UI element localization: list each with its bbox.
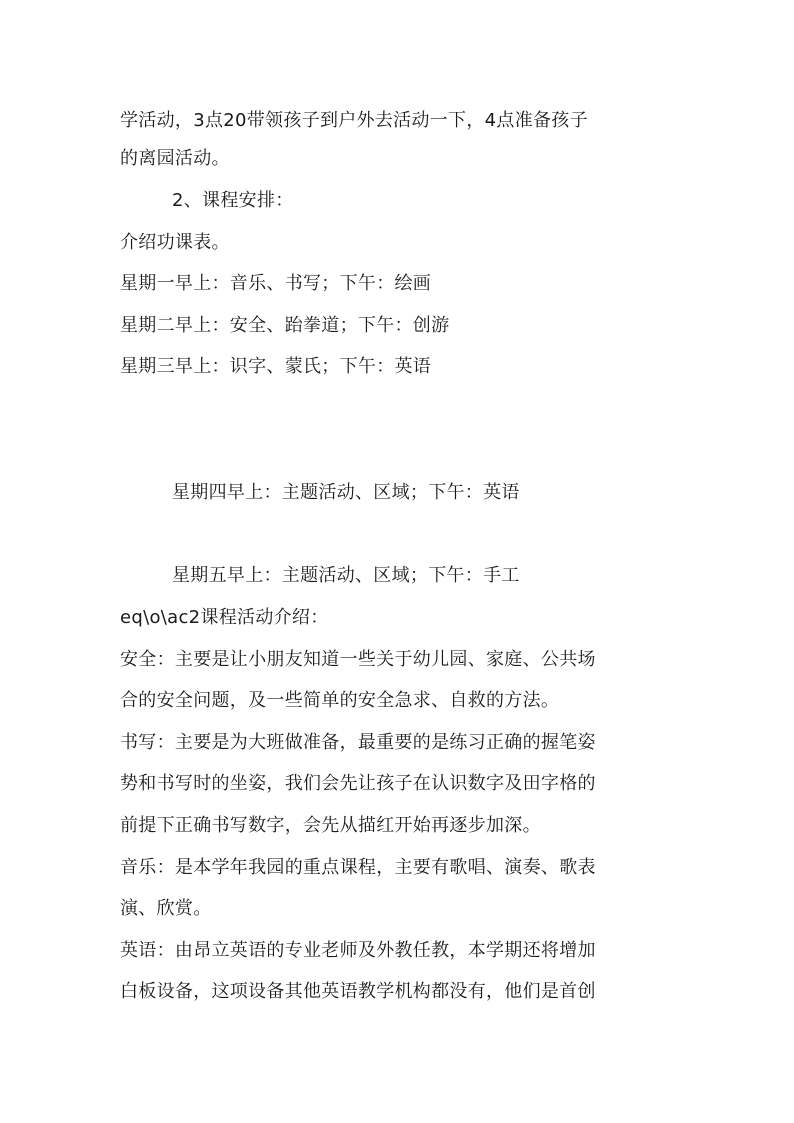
schedule-thursday: 星期四早上：主题活动、区域；下午：英语 [172,482,520,503]
text-line: 学活动，3点20带领孩子到户外去活动一下，4点准备孩子 [120,110,588,131]
paragraph-safety: 安全：主要是让小朋友知道一些关于幼儿园、家庭、公共场 [120,649,596,670]
paragraph-music-cont: 演、欣赏。 [120,898,212,919]
section-heading: 2、课程安排： [172,190,294,211]
text-line: 的离园活动。 [120,148,230,169]
paragraph-writing-cont: 前提下正确书写数字，会先从描红开始再逐步加深。 [120,815,541,836]
subsection-heading: eq\o\ac2课程活动介绍： [120,607,329,628]
schedule-wednesday: 星期三早上：识字、蒙氏；下午：英语 [120,356,432,377]
paragraph-writing-cont: 势和书写时的坐姿，我们会先让孩子在认识数字及田字格的 [120,773,596,794]
paragraph-english-cont: 白板设备，这项设备其他英语教学机构都没有，他们是首创 [120,981,596,1002]
paragraph-safety-cont: 合的安全问题，及一些简单的安全急求、自救的方法。 [120,690,560,711]
schedule-friday: 星期五早上：主题活动、区域；下午：手工 [172,565,520,586]
paragraph-writing: 书写：主要是为大班做准备，最重要的是练习正确的握笔姿 [120,732,596,753]
schedule-tuesday: 星期二早上：安全、跆拳道；下午：创游 [120,315,450,336]
paragraph-english: 英语：由昂立英语的专业老师及外教任教，本学期还将增加 [120,940,596,961]
schedule-monday: 星期一早上：音乐、书写；下午：绘画 [120,273,432,294]
paragraph-music: 音乐：是本学年我园的重点课程，主要有歌唱、演奏、歌表 [120,857,596,878]
text-line: 介绍功课表。 [120,232,230,253]
